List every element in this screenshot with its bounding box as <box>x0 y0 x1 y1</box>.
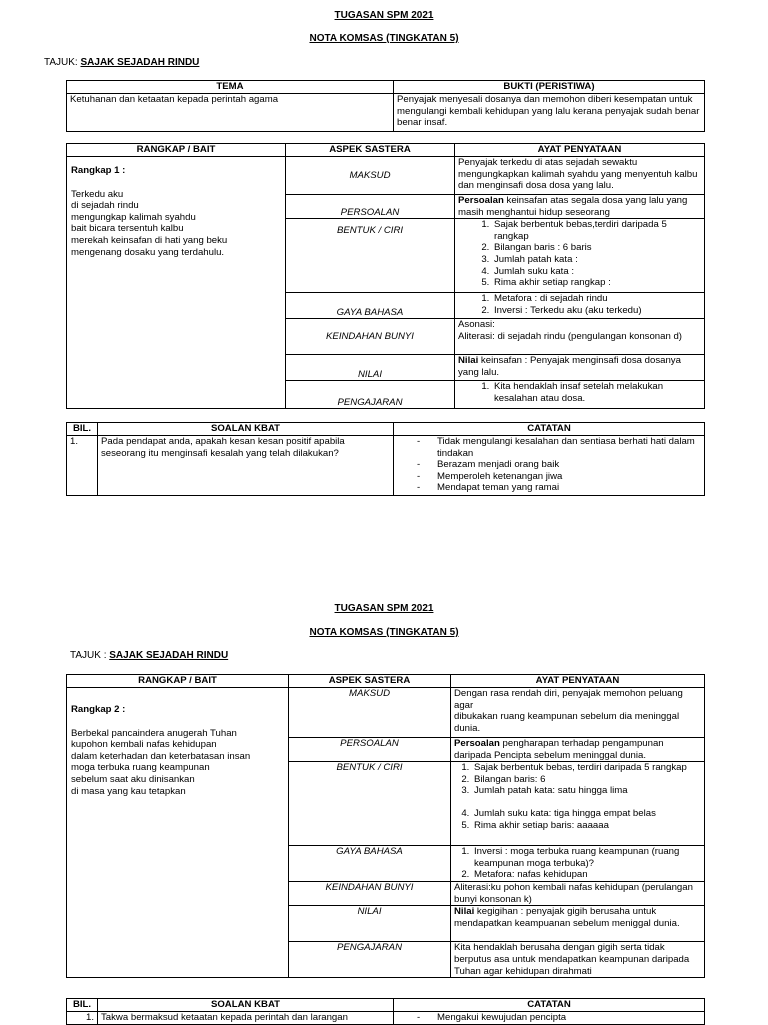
stanza-line: di masa yang kau tetapkan <box>71 785 186 797</box>
catatan-header: CATATAN <box>394 423 705 436</box>
persoalan-label: Persoalan <box>454 738 500 749</box>
gaya-item: 2. Metafora: nafas kehidupan <box>472 869 701 881</box>
aspect-maksud: MAKSUD <box>286 157 455 195</box>
bentuk-item: 1. Sajak berbentuk bebas, terdiri daripada 5 rangkap <box>472 762 701 774</box>
aspect-bentuk: BENTUK / CIRI <box>289 762 451 846</box>
text-keindahan: Aliterasi:ku pohon kembali nafas kehidupan (perulangan bunyi konsonan k) <box>451 882 705 906</box>
bil-header: BIL. <box>67 999 98 1012</box>
page2-kbat-table <box>66 998 705 1025</box>
bentuk-item: 3. Jumlah patah kata : <box>492 254 701 266</box>
page2-title: TUGASAN SPM 2021 <box>334 603 434 614</box>
page1-main-table <box>66 143 705 409</box>
stanza-line: mengungkap kalimah syahdu <box>71 211 196 223</box>
gaya-item: 2. Inversi : Terkedu aku (aku terkedu) <box>492 305 701 317</box>
ayat-header: AYAT PENYATAAN <box>451 675 705 688</box>
text-maksud: Penyajak terkedu di atas sejadah sewaktu mengungkapkan kalimah syahdu yang menyentuh kalbu dan menginsafi dosa dosa yang lalu. <box>455 157 705 195</box>
bil-header: BIL. <box>67 423 98 436</box>
kbat-catatan <box>394 436 705 496</box>
bentuk-spacer <box>472 797 701 808</box>
aspect-persoalan: PERSOALAN <box>286 195 455 219</box>
aspek-header: ASPEK SASTERA <box>286 144 455 157</box>
page2-tajuk <box>70 650 228 661</box>
text-persoalan <box>451 738 705 762</box>
bentuk-item: 5. Rima akhir setiap rangkap : <box>492 277 701 289</box>
aspect-gaya: GAYA BAHASA <box>286 293 455 319</box>
aspect-nilai: NILAI <box>286 355 455 381</box>
text-pengajaran <box>455 381 705 409</box>
ayat-header: AYAT PENYATAAN <box>455 144 705 157</box>
text-bentuk <box>451 762 705 846</box>
kbat-bil: 1. <box>67 1012 98 1025</box>
stanza-line: bait bicara tersentuh kalbu <box>71 223 184 235</box>
bentuk-item: 4. Jumlah suku kata : <box>492 266 701 278</box>
aspect-maksud: MAKSUD <box>289 688 451 738</box>
text-nilai <box>451 906 705 942</box>
text-bentuk <box>455 219 705 293</box>
catatan-item: - Tidak mengulangi kesalahan dan sentiasa berhati hati dalam tindakan <box>397 436 701 459</box>
bentuk-item: 5. Rima akhir setiap baris: aaaaaa <box>472 820 701 832</box>
persoalan-label: Persoalan <box>458 195 504 206</box>
page1-tema-table <box>66 80 705 132</box>
text-pengajaran: Kita hendaklah berusaha dengan gigih serta tidak berputus asa untuk mendapatkan keampunan daripada Tuhan agar kehidupan dirahmati <box>451 942 705 978</box>
page1-title: TUGASAN SPM 2021 <box>334 10 434 21</box>
text-maksud: Dengan rasa rendah diri, penyajak memohon peluang agar dibukakan ruang keampunan sebelum dia meninggal dunia. <box>451 688 705 738</box>
page1-stanza-cell <box>67 157 286 409</box>
persoalan-body: pengharapan terhadap pengampunan daripada Pencipta sebelum meninggal dunia. <box>454 738 664 761</box>
page1-tajuk-label: TAJUK: <box>44 57 78 68</box>
text-keindahan: Asonasi: Aliterasi: di sejadah rindu (pengulangan konsonan d) <box>455 319 705 355</box>
nilai-body: keinsafan : Penyajak menginsafi dosa dosanya yang lalu. <box>458 355 681 378</box>
gaya-item: 1. Metafora : di sejadah rindu <box>492 293 701 305</box>
kbat-catatan <box>394 1012 705 1025</box>
tema-header: TEMA <box>67 81 394 94</box>
bentuk-item: 2. Bilangan baris: 6 <box>472 774 701 786</box>
bentuk-item: 3. Jumlah patah kata: satu hingga lima <box>472 785 701 797</box>
page1-stanza-title: Rangkap 1 : <box>71 165 126 176</box>
stanza-line: merekah keinsafan di hati yang beku <box>71 234 228 246</box>
aspect-keindahan: KEINDAHAN BUNYI <box>286 319 455 355</box>
stanza-line: moga terbuka ruang keampunan <box>71 762 210 774</box>
aspect-pengajaran: PENGAJARAN <box>286 381 455 409</box>
persoalan-body: keinsafan atas segala dosa yang lalu yang masih menghantui hidup seseorang <box>458 195 688 218</box>
aspect-gaya: GAYA BAHASA <box>289 846 451 882</box>
text-gaya <box>451 846 705 882</box>
nilai-label: Nilai <box>458 355 479 367</box>
bukti-cell: Penyajak menyesali dosanya dan memohon diberi kesempatan untuk mengulangi kembali kehidupan yang lalu kerana penyajak sudah benar benar insaf. <box>394 94 705 132</box>
catatan-item: - Memperoleh ketenangan jiwa <box>397 471 701 483</box>
catatan-item: - Mengakui kewujudan pencipta <box>397 1012 701 1024</box>
rangkap-header: RANGKAP / BAIT <box>67 675 289 688</box>
stanza-line: sebelum saat aku dinisankan <box>71 773 195 785</box>
rangkap-header: RANGKAP / BAIT <box>67 144 286 157</box>
page2-tajuk-value: SAJAK SEJADAH RINDU <box>109 650 229 661</box>
catatan-header: CATATAN <box>394 999 705 1012</box>
bukti-header: BUKTI (PERISTIWA) <box>394 81 705 94</box>
soalan-header: SOALAN KBAT <box>98 423 394 436</box>
catatan-item: - Mendapat teman yang ramai <box>397 482 701 494</box>
text-nilai <box>455 355 705 381</box>
page2-subtitle: NOTA KOMSAS (TINGKATAN 5) <box>309 627 459 638</box>
gaya-item: 1. Inversi : moga terbuka ruang keampunan (ruang keampunan moga terbuka)? <box>472 846 701 869</box>
stanza-line: Terkedu aku <box>71 188 124 200</box>
stanza-line: Berbekal pancaindera anugerah Tuhan <box>71 727 237 739</box>
bentuk-item: 1. Sajak berbentuk bebas,terdiri daripada 5 rangkap <box>492 219 701 242</box>
pengajaran-item: 1. Kita hendaklah insaf setelah melakukan kesalahan atau dosa. <box>492 381 701 404</box>
catatan-item: - Berazam menjadi orang baik <box>397 459 701 471</box>
aspect-bentuk: BENTUK / CIRI <box>286 219 455 293</box>
page2-tajuk-label: TAJUK : <box>70 650 107 661</box>
nilai-label: Nilai <box>454 906 475 918</box>
stanza-line: kupohon kembali nafas kehidupan <box>71 739 217 751</box>
page1-tajuk-value: SAJAK SEJADAH RINDU <box>80 57 200 68</box>
page1-kbat-table <box>66 422 705 496</box>
bentuk-item: 2. Bilangan baris : 6 baris <box>492 242 701 254</box>
page2-stanza-cell <box>67 688 289 978</box>
text-persoalan <box>455 195 705 219</box>
page2-stanza-title: Rangkap 2 : <box>71 704 126 715</box>
text-gaya <box>455 293 705 319</box>
kbat-soalan: Takwa bermaksud ketaatan kepada perintah dan larangan <box>98 1012 394 1025</box>
kbat-bil: 1. <box>67 436 98 496</box>
nilai-body: kegigihan : penyajak gigih berusaha untuk mendapatkan keampuanan sebelum meniggal dunia. <box>454 906 680 929</box>
aspect-nilai: NILAI <box>289 906 451 942</box>
aspect-pengajaran: PENGAJARAN <box>289 942 451 978</box>
kbat-soalan: Pada pendapat anda, apakah kesan kesan positif apabila seseorang itu menginsafi kesalah yang telah dilakukan? <box>98 436 394 496</box>
soalan-header: SOALAN KBAT <box>98 999 394 1012</box>
aspect-persoalan: PERSOALAN <box>289 738 451 762</box>
stanza-line: dalam keterhadan dan keterbatasan insan <box>71 750 251 762</box>
aspect-keindahan: KEINDAHAN BUNYI <box>289 882 451 906</box>
aspek-header: ASPEK SASTERA <box>289 675 451 688</box>
page1-subtitle: NOTA KOMSAS (TINGKATAN 5) <box>309 33 459 44</box>
bentuk-item: 4. Jumlah suku kata: tiga hingga empat belas <box>472 808 701 820</box>
page2-main-table <box>66 674 705 978</box>
page1-tajuk <box>44 57 199 68</box>
stanza-line: mengenang dosaku yang terdahulu. <box>71 246 225 258</box>
tema-cell: Ketuhanan dan ketaatan kepada perintah agama <box>67 94 394 132</box>
stanza-line: di sejadah rindu <box>71 200 139 212</box>
